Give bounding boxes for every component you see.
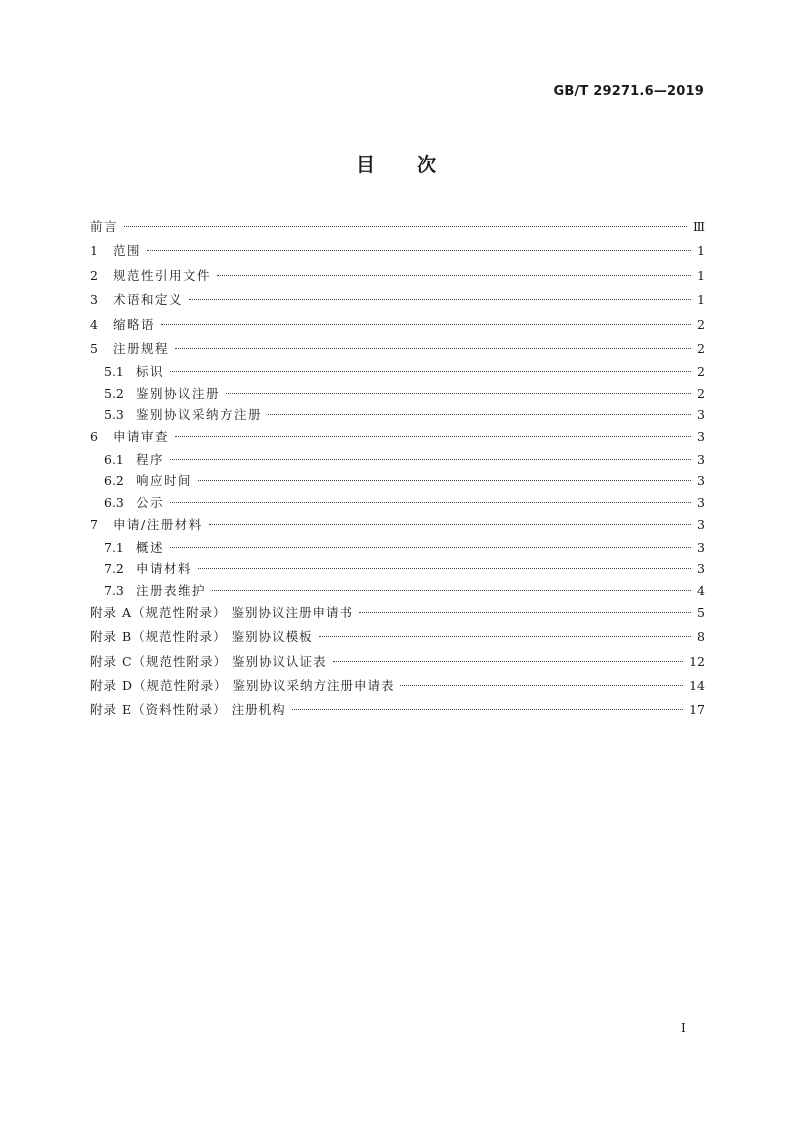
toc-entry-page: 3	[697, 516, 705, 532]
toc-entry-number: 6.2	[104, 473, 124, 489]
toc-entry-number: 5.1	[104, 364, 124, 380]
toc-entry-label: 申请审查	[113, 428, 170, 444]
toc-entry-label: 规范性引用文件	[113, 267, 212, 283]
toc-entry-number: 6.1	[104, 452, 124, 468]
toc-entry-page: 4	[697, 582, 705, 598]
toc-entry-page: 8	[697, 629, 705, 645]
toc-entry-page: 12	[689, 653, 705, 669]
toc-entry-label: 鉴别协议注册	[136, 385, 221, 401]
page-number: I	[681, 1021, 686, 1035]
toc-dot-leader	[175, 348, 691, 349]
toc-entry[interactable]	[90, 513, 705, 537]
toc-entry-page: 1	[697, 292, 705, 308]
toc-entry[interactable]	[90, 625, 705, 649]
toc-entry[interactable]	[90, 558, 705, 579]
toc-entry-page: 3	[697, 452, 705, 468]
toc-dot-leader	[198, 568, 691, 569]
toc-dot-leader	[170, 502, 691, 503]
toc-entry-label: 附录 E（资料性附录） 注册机构	[90, 702, 286, 718]
toc-entry-number: 6.3	[104, 494, 124, 510]
toc-entry-page: 3	[697, 473, 705, 489]
toc-entry[interactable]	[90, 537, 705, 558]
toc-dot-leader	[209, 524, 691, 525]
toc-entry-label: 附录 B（规范性附录） 鉴别协议模板	[90, 629, 313, 645]
toc-entry[interactable]	[90, 601, 705, 625]
toc-entry-label: 附录 C（规范性附录） 鉴别协议认证表	[90, 653, 327, 669]
toc-entry-number: 5.3	[104, 406, 124, 422]
toc-entry-page: 3	[697, 540, 705, 556]
toc-entry-number: 7.3	[104, 582, 124, 598]
toc-dot-leader	[268, 414, 691, 415]
toc-entry-number: 5.2	[104, 385, 124, 401]
toc-dot-leader	[319, 636, 691, 637]
toc-entry[interactable]	[90, 313, 705, 337]
toc-dot-leader	[124, 226, 687, 227]
toc-entry-label: 注册表维护	[136, 582, 207, 598]
toc-entry-label: 鉴别协议采纳方注册	[136, 406, 263, 422]
title-char-1: 目	[355, 154, 377, 176]
toc-entry-number: 6	[90, 428, 98, 444]
toc-entry-label: 概述	[136, 540, 165, 556]
toc-dot-leader	[189, 299, 691, 300]
toc-entry-label: 申请材料	[136, 561, 193, 577]
toc-entry[interactable]	[90, 580, 705, 601]
toc-entry-page: 1	[697, 267, 705, 283]
toc-entry-number: 7	[90, 516, 98, 532]
title-char-2: 次	[417, 154, 439, 176]
toc-entry[interactable]	[90, 425, 705, 449]
toc-entry[interactable]	[90, 215, 705, 239]
toc-entry-page: 3	[697, 406, 705, 422]
toc-dot-leader	[161, 324, 691, 325]
toc-entry-page: 2	[697, 316, 705, 332]
toc-entry[interactable]	[90, 383, 705, 404]
toc-dot-leader	[217, 275, 691, 276]
toc-entry-label: 附录 D（规范性附录） 鉴别协议采纳方注册申请表	[90, 677, 395, 693]
toc-entry-number: 2	[90, 267, 98, 283]
toc-entry-label: 附录 A（规范性附录） 鉴别协议注册申请书	[90, 604, 353, 620]
toc-entry-page: 3	[697, 428, 705, 444]
toc-dot-leader	[170, 547, 691, 548]
toc-entry[interactable]	[90, 264, 705, 288]
toc-entry-label: 程序	[136, 452, 165, 468]
toc-entry-page: 2	[697, 340, 705, 356]
toc-dot-leader	[292, 709, 684, 710]
toc-dot-leader	[226, 393, 691, 394]
toc-entry[interactable]	[90, 650, 705, 674]
toc-entry-number: 1	[90, 243, 98, 259]
toc-entry[interactable]	[90, 337, 705, 361]
standard-number: GB/T 29271.6—2019	[553, 84, 704, 99]
toc-dot-leader	[359, 612, 691, 613]
toc-entry-label: 缩略语	[113, 316, 156, 332]
toc-entry[interactable]	[90, 470, 705, 491]
toc-dot-leader	[198, 480, 691, 481]
toc-entry-label: 响应时间	[136, 473, 193, 489]
toc-entry-page: 3	[697, 494, 705, 510]
toc-entry[interactable]	[90, 698, 705, 722]
toc-entry-page: Ⅲ	[692, 219, 705, 234]
toc-entry-label: 前言	[90, 219, 119, 234]
toc-entry-page: 2	[697, 385, 705, 401]
table-of-contents	[90, 215, 705, 723]
toc-dot-leader	[175, 436, 691, 437]
page-title	[0, 150, 794, 177]
toc-entry[interactable]	[90, 492, 705, 513]
toc-entry-label: 标识	[136, 364, 165, 380]
toc-entry[interactable]	[90, 449, 705, 470]
toc-entry-number: 4	[90, 316, 98, 332]
toc-dot-leader	[147, 250, 691, 251]
toc-entry-label: 申请/注册材料	[113, 516, 203, 532]
toc-entry-label: 范围	[113, 243, 142, 259]
toc-dot-leader	[333, 661, 684, 662]
toc-entry-number: 5	[90, 340, 98, 356]
toc-entry-page: 17	[689, 702, 705, 718]
toc-entry-page: 1	[697, 243, 705, 259]
toc-entry[interactable]	[90, 288, 705, 312]
toc-entry[interactable]	[90, 404, 705, 425]
toc-dot-leader	[212, 590, 691, 591]
toc-entry-label: 注册规程	[113, 340, 170, 356]
toc-entry-page: 14	[689, 677, 705, 693]
toc-entry[interactable]	[90, 361, 705, 382]
toc-entry-number: 7.2	[104, 561, 124, 577]
toc-entry-label: 公示	[136, 494, 165, 510]
toc-dot-leader	[170, 371, 691, 372]
toc-entry-page: 2	[697, 364, 705, 380]
toc-entry-number: 7.1	[104, 540, 124, 556]
toc-dot-leader	[400, 685, 683, 686]
toc-entry-page: 5	[697, 604, 705, 620]
toc-entry[interactable]	[90, 674, 705, 698]
toc-dot-leader	[170, 459, 691, 460]
toc-entry-label: 术语和定义	[113, 292, 184, 308]
toc-entry[interactable]	[90, 239, 705, 263]
toc-entry-page: 3	[697, 561, 705, 577]
toc-entry-number: 3	[90, 292, 98, 308]
